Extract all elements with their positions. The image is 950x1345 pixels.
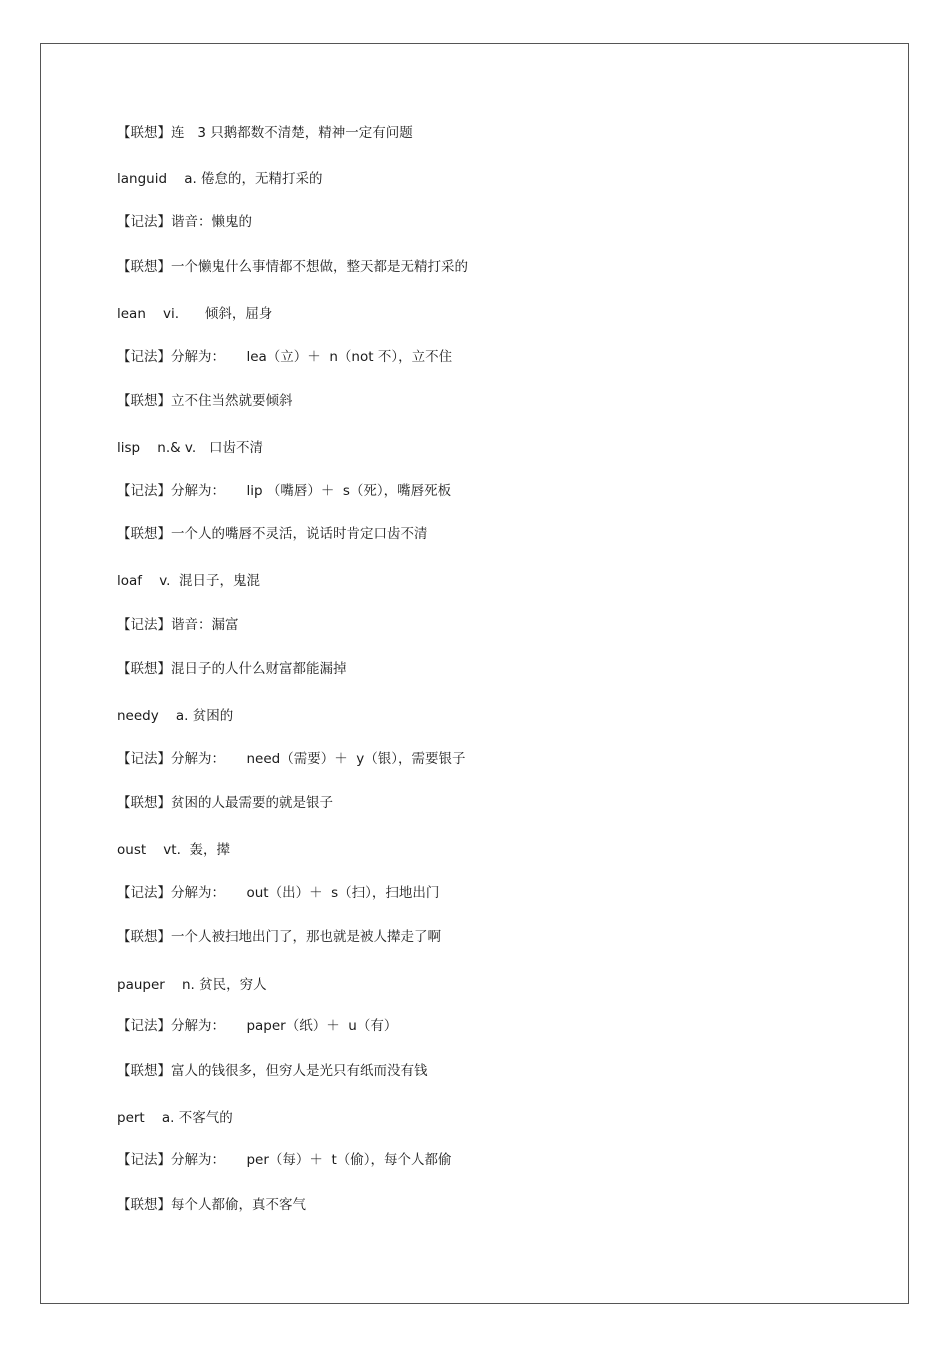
text-line: 【记法】分解为： per（每）＋ t（偷），每个人都偷 (117, 1152, 452, 1168)
word-entry: lean vi. 倾斜，屈身 (117, 306, 273, 322)
text-line: 【联想】一个懒鬼什么事情都不想做，整天都是无精打采的 (117, 259, 468, 275)
text-line: 【联想】混日子的人什么财富都能漏掉 (117, 661, 347, 677)
word-entry: oust vt. 轰，撵 (117, 842, 230, 858)
text-line: 【联想】贫困的人最需要的就是银子 (117, 795, 333, 811)
text-line: 【记法】分解为： paper（纸）＋ u（有） (117, 1018, 398, 1034)
text-line: 【联想】连 3 只鹅都数不清楚，精神一定有问题 (117, 125, 413, 141)
text-line: 【记法】分解为： lip （嘴唇）＋ s（死），嘴唇死板 (117, 483, 452, 499)
text-line: 【联想】富人的钱很多，但穷人是光只有纸而没有钱 (117, 1063, 428, 1079)
text-line: 【记法】分解为： lea（立）＋ n（not 不），立不住 (117, 349, 453, 365)
text-line: 【联想】一个人被扫地出门了，那也就是被人撵走了啊 (117, 929, 441, 945)
word-entry: needy a. 贫困的 (117, 708, 234, 724)
text-line: 【记法】谐音：懒鬼的 (117, 214, 252, 230)
text-line: 【联想】一个人的嘴唇不灵活，说话时肯定口齿不清 (117, 526, 428, 542)
word-entry: languid a. 倦怠的，无精打采的 (117, 171, 323, 187)
word-entry: loaf v. 混日子，鬼混 (117, 573, 261, 589)
text-line: 【记法】分解为： out（出）＋ s（扫），扫地出门 (117, 885, 440, 901)
text-line: 【联想】立不住当然就要倾斜 (117, 393, 293, 409)
text-line: 【记法】谐音：漏富 (117, 617, 239, 633)
word-entry: pauper n. 贫民，穷人 (117, 977, 267, 993)
word-entry: pert a. 不客气的 (117, 1110, 233, 1126)
text-line: 【记法】分解为： need（需要）＋ y（银），需要银子 (117, 751, 466, 767)
text-line: 【联想】每个人都偷，真不客气 (117, 1197, 306, 1213)
word-entry: lisp n.& v. 口齿不清 (117, 440, 264, 456)
